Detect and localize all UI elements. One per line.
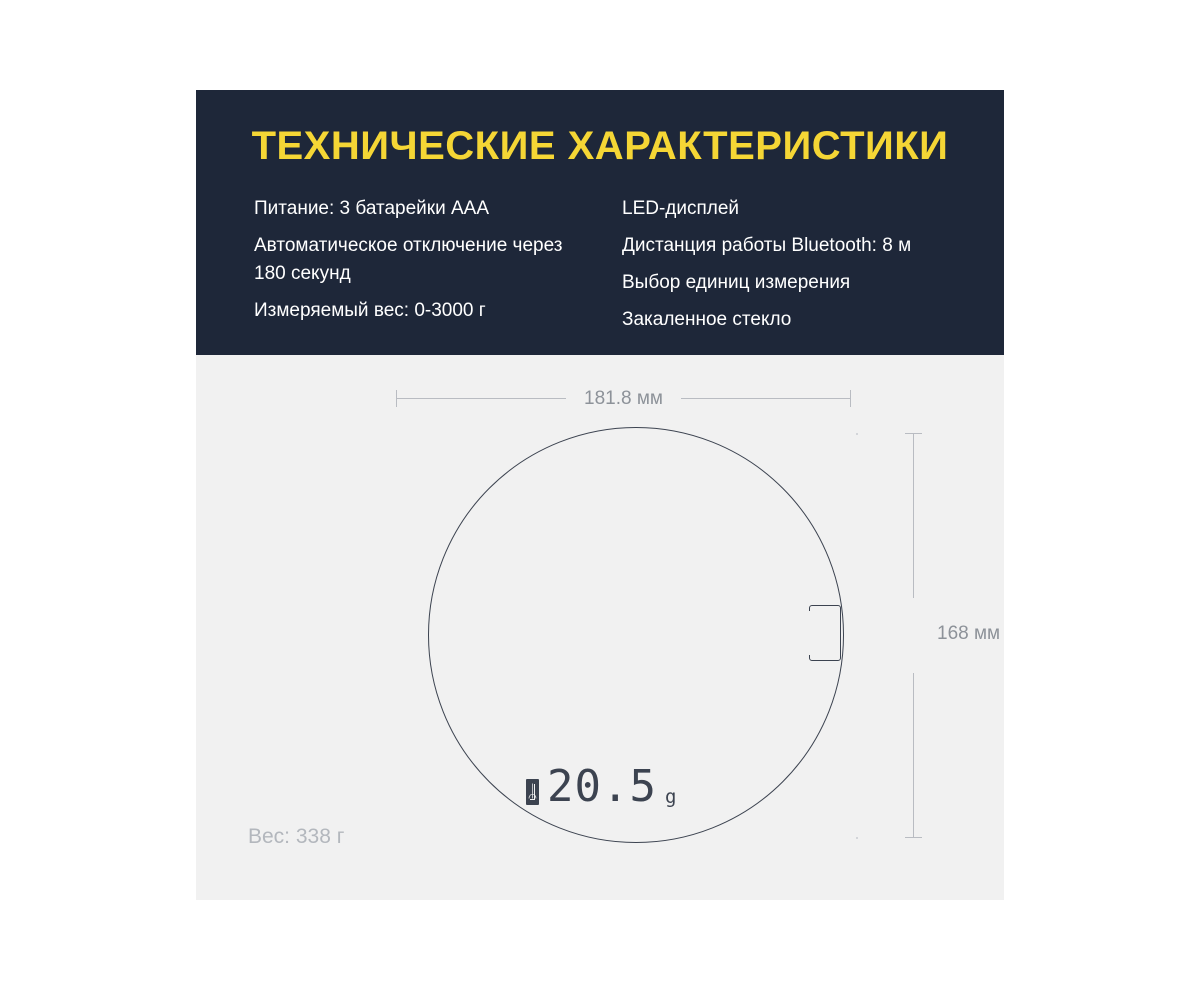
dimensions-diagram-panel [196,355,1004,900]
height-dimension-label: 168 мм [937,623,1001,644]
height-dimension-line-bottom [913,673,914,838]
spec-item: Закаленное стекло [622,309,792,330]
height-dimension [901,433,1001,838]
weight-readout-unit: g [664,786,677,808]
guide-dot-bottom [856,837,858,839]
scale-tab-seam-mask [803,611,815,655]
page-title: ТЕХНИЧЕСКИЕ ХАРАКТЕРИСТИКИ [251,124,949,168]
product-weight-caption: Вес: 338 г [248,825,345,848]
bluetooth-icon [526,779,539,805]
specifications-panel [196,90,1004,355]
spec-item: Дистанция работы Bluetooth: 8 м [622,235,912,256]
guide-dot-top [856,433,858,435]
width-dimension [396,387,851,411]
spec-item: Питание: 3 батарейки AAA [254,198,490,219]
width-dimension-label: 181.8 мм [584,388,663,409]
spec-item: Автоматическое отключение через 180 секунд [254,235,563,284]
bluetooth-glyph: ᛦ [527,782,538,802]
led-display [526,761,677,812]
spec-item: Выбор единиц измерения [622,272,851,293]
specs-column-right [622,195,942,343]
weight-readout-value: 20.5 [547,761,657,812]
spec-item: Измеряемый вес: 0-3000 г [254,300,486,321]
specs-column-left [254,195,574,343]
height-dimension-line-top [913,433,914,598]
spec-item: LED-дисплей [622,198,740,219]
specs-columns [254,195,954,343]
